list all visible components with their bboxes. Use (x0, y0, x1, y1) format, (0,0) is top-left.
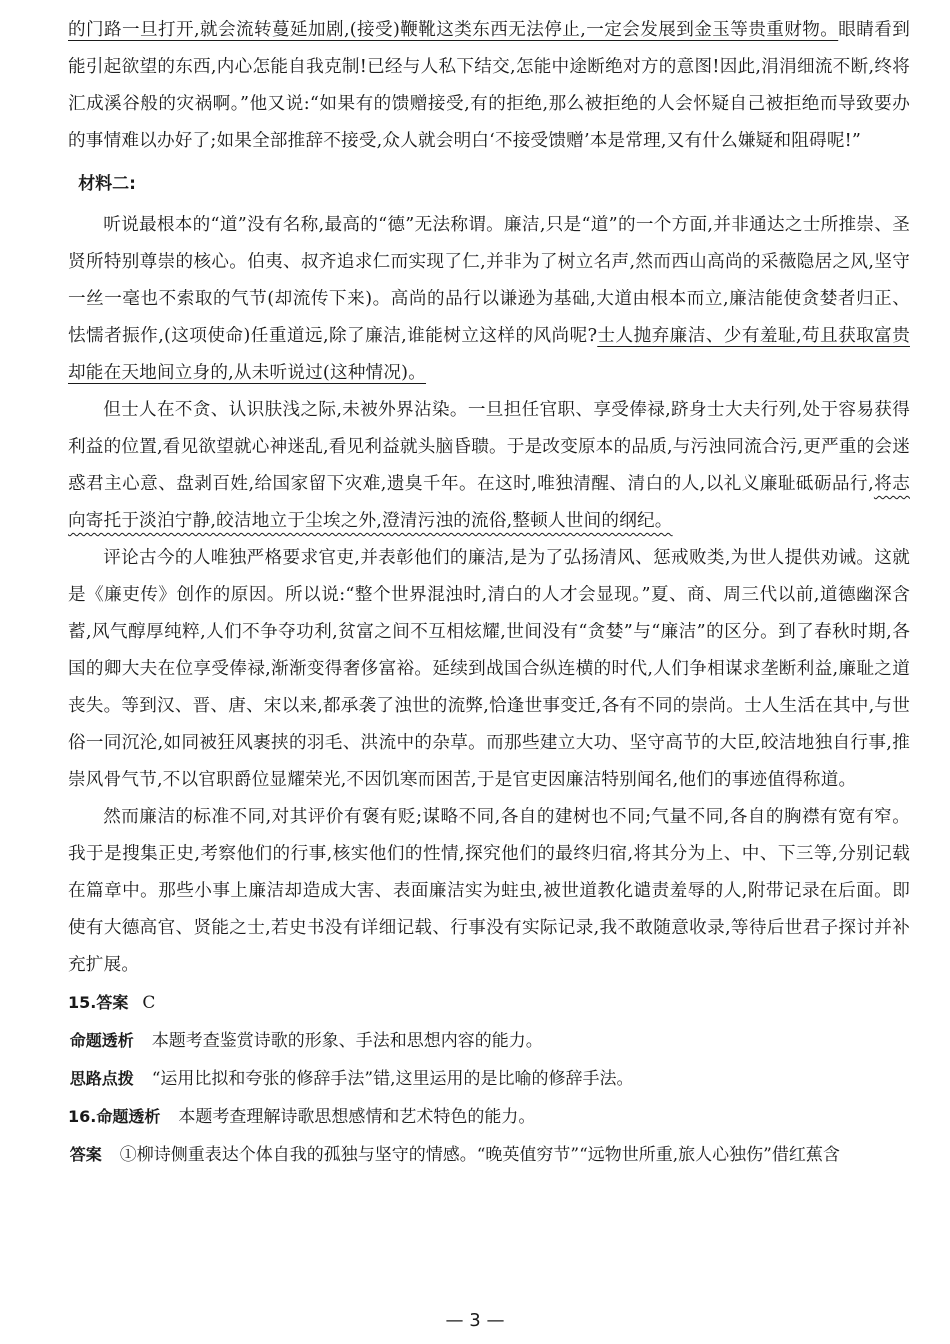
q16-analysis-label: 命题透析 (96, 1107, 161, 1126)
q15-answer-row (68, 984, 910, 1022)
material2-paragraph-3: 评论古今的人唯独严格要求官吏,并表彰他们的廉洁,是为了弘扬清风、惩戒败类,为世人提供劝诫。这就是《廉吏传》创作的原因。所以说:“整个世界混浊时,清白的人才会显现。”夏、商、周三代以前,道德幽深含蓄,风气醇厚纯粹,人们不争夺功利,贫富之间不互相炫耀,世间没有“贪婪”与“廉洁”的区分。到了春秋时期,各国的卿大夫在位享受俸禄,渐渐变得奢侈富裕。延续到战国合纵连横的时代,人们争相谋求垄断利益,廉耻之道丧失。等到汉、晋、唐、宋以来,都承袭了浊世的流弊,恰逢世事变迁,各有不同的崇尚。士人生活在其中,与世俗一同沉沦,如同被狂风裹挟的羽毛、洪流中的杂草。而那些建立大功、坚守高节的大臣,皎洁地独自行事,推崇风骨气节,不以官职爵位显耀荣光,不因饥寒而困苦,于是官吏因廉洁特别闻名,他们的事迹值得称道。 (68, 548, 910, 790)
q15-analysis-row (68, 1022, 910, 1060)
material2-paragraph-1 (68, 207, 910, 392)
q16-answer-row (68, 1136, 910, 1174)
material1-tail-paragraph (68, 12, 910, 160)
q15-analysis-text: 本题考查鉴赏诗歌的形象、手法和思想内容的能力。 (151, 1031, 543, 1051)
page-number: — 3 — (445, 1310, 505, 1331)
q15-analysis-label: 命题透析 (69, 1031, 134, 1050)
q15-hint-text: “运用比拟和夸张的修辞手法”错,这里运用的是比喻的修辞手法。 (151, 1069, 634, 1089)
q15-hint-label: 思路点拨 (69, 1069, 134, 1088)
paragraph-text: 但士人在不贪、认识肤浅之际,未被外界沾染。一旦担任官职、享受俸禄,跻身士大夫行列,处于容易获得利益的位置,看见欲望就心神迷乱,看见利益就头脑昏聩。于是改变原本的品质,与污浊同流合污,更严重的会迷惑君主心意、盘剥百姓,给国家留下灾难,遗臭千年。在这时,唯独清醒、清白的人,以礼义廉耻砥砺品行, (68, 400, 910, 494)
material2-paragraph-2 (68, 392, 910, 540)
material2-paragraph-4: 然而廉洁的标准不同,对其评价有褒有贬;谋略不同,各自的建树也不同;气量不同,各自的胸襟有宽有窄。我于是搜集正史,考察他们的行事,核实他们的性情,探究他们的最终归宿,将其分为上、中、下三等,分别记载在篇章中。那些小事上廉洁却造成大害、表面廉洁实为蛀虫,被世道教化谴责羞辱的人,附带记录在后面。即使有大德高官、贤能之士,若史书没有详细记载、行事没有实际记录,我不敢随意收录,等待后世君子探讨并补充扩展。 (68, 807, 910, 975)
q15-answer-label: 答案 (96, 993, 129, 1012)
q16-analysis-row (68, 1098, 910, 1136)
q16-analysis-text: 本题考查理解诗歌思想感情和艺术特色的能力。 (178, 1107, 536, 1127)
underlined-sentence: 的门路一旦打开,就会流转蔓延加剧,(接受)鞭靴这类东西无法停止,一定会发展到金玉等贵重财物。 (68, 20, 839, 40)
material2-heading: 材料二: (78, 174, 136, 194)
q16-answer-label: 答案 (69, 1145, 102, 1164)
q16-number: 16. (68, 1107, 97, 1126)
document-body (68, 12, 910, 1174)
paragraph-text: 眼睛看到能引起欲望的东西,内心怎能自我克制!已经与人私下结交,怎能中途断绝对方的意图!因此,涓涓细流不断,终将汇成溪谷般的灾祸啊。”他又说:“如果有的馈赠接受,有的拒绝,那么被拒绝的人会怀疑自己被拒绝而导致要办的事情难以办好了;如果全部推辞不接受,众人就会明白‘不接受馈赠’本是常理,又有什么嫌疑和阻碍呢!” (68, 20, 910, 151)
wavy-underlined-sentence: 将志向寄托于淡泊宁静,皎洁地立于尘埃之外,澄清污浊的流俗,整顿人世间的纲纪。 (68, 474, 910, 531)
q16-answer-text: ①柳诗侧重表达个体自我的孤独与坚守的情感。“晚英值穷节”“远物世所重,旅人心独伤”借红蕉含 (119, 1145, 840, 1165)
q15-hint-row (68, 1060, 910, 1098)
underlined-sentence: 士人抛弃廉洁、少有羞耻,苟且获取富贵却能在天地间立身的,从未听说过(这种情况)。 (68, 326, 910, 383)
paragraph-text: 听说最根本的“道”没有名称,最高的“德”无法称谓。廉洁,只是“道”的一个方面,并非通达之士所推崇、圣贤所特别尊崇的核心。伯夷、叔齐追求仁而实现了仁,并非为了树立名声,然而西山高尚的采薇隐居之风,坚守一丝一毫也不索取的气节(却流传下来)。高尚的品行以谦逊为基础,大道由根本而立,廉洁能使贪婪者归正、怯懦者振作,(这项使命)任重道远,除了廉洁,谁能树立这样的风尚呢? (68, 215, 910, 346)
q15-number: 15. (68, 993, 97, 1012)
q15-answer-value: C (142, 993, 156, 1013)
